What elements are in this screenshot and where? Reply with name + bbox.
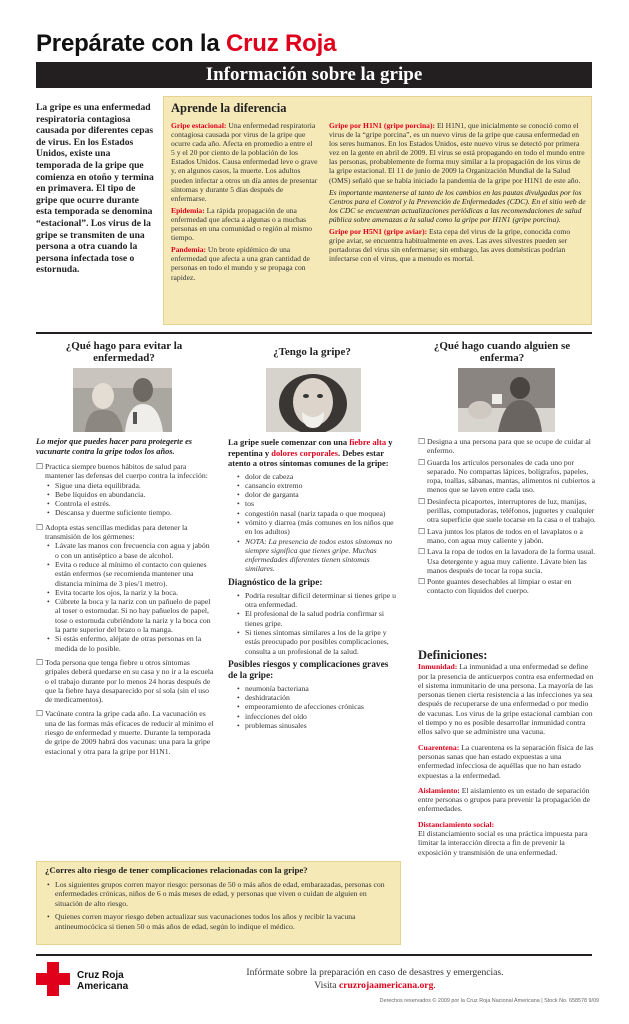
list-item: • problemas sinusales <box>228 721 400 730</box>
pandemic-definition: Pandemia: Un brote epidémico de una enfermedad que afecta a una gran cantidad de personas en todo el mundo y se propaga con rapidez. <box>171 245 310 282</box>
list-item: • Lávate las manos con frecuencia con agua y jabón o con un antiséptico a base de alcohol. <box>45 541 214 560</box>
risk-box-heading: ¿Corres alto riesgo de tener complicaciones relacionadas con la gripe? <box>45 865 308 875</box>
h5n1-definition: Gripe por H5N1 (gripe aviar): Esta cepa del virus de la gripe, conocida como gripe aviar, se encuentra habitualmente en aves. Las aves silvestres pueden ser portadoras del virus sin enfermarse; sin embargo, las aves domésticas podrían infectarse con el virus, que a menudo es mortal. <box>329 227 571 264</box>
list-item: • El profesional de la salud podría confirmar si tienes gripe. <box>228 609 400 628</box>
list-item: • empeoramiento de afecciones crónicas <box>228 702 400 711</box>
list-item: • Descansa y duerme suficiente tiempo. <box>45 508 214 517</box>
list-item: • Bebe líquidos en abundancia. <box>45 490 214 499</box>
footer-info: Infórmate sobre la preparación en caso de desastres y emergencias. Visita cruzrojaamericana.org. <box>246 967 504 991</box>
list-item: • Evita tocarte los ojos, la nariz y la boca. <box>45 588 214 597</box>
list-item: • Si tienes síntomas similares a los de la gripe y estás preocupado por posibles complicaciones, consulta a un profesional de la salud. <box>228 628 400 656</box>
epidemic-definition: Epidemia: La rápida propagación de una enfermedad que afecta a algunas o a muchas personas en una comunidad o región al mismo tiempo. <box>171 205 313 243</box>
risk-box <box>36 861 401 945</box>
list-item: ☐ Lava juntos los platos de todos en el lavaplatos o a mano, con agua muy caliente y jabón. <box>418 527 596 546</box>
list-item: • Sigue una dieta equilibrada. <box>45 481 214 490</box>
list-item: • congestión nasal (nariz tapada o que moquea) <box>228 509 400 518</box>
logo-wordmark: Cruz Roja Americana <box>77 970 129 992</box>
list-item: • dolor de garganta <box>228 490 400 499</box>
list-item: ☐ Toda persona que tenga fiebre u otros síntomas gripales deberá quedarse en su casa y no ir a la escuela o el trabajo durante por lo menos 24 horas después de que la fiebre haya desaparecido por sí sola (sin el uso de medicamentos). <box>36 658 214 704</box>
sick-woman-photo <box>266 368 361 432</box>
list-item: • Los siguientes grupos corren mayor riesgo: personas de 50 o más años de edad, embarazadas, personas con enfermedades crónicas, niños de 6 o más meses de edad, y personas que viven o cuidan de alguien en situación de alto riesgo. <box>45 880 395 908</box>
h1n1-definition: Gripe por H1N1 (gripe porcina): El H1N1, que inicialmente se conoció como el virus de la “gripe porcina”, es un nuevo virus de la gripe que causa enfermedad en los seres humanos. En los Estados Unidos, este nuevo virus se detectó por primera vez en la gente en abril de 2009. El virus se está propagando en todo el mundo entre las personas, probablemente de forma muy similar a la propagación de los virus de la gripe estacional. El 11 de junio de 2009 la Organización Mundial de la Salud (OMS) señaló que se había iniciado la pandemia de la gripe por H1N1 de este año. <box>329 121 585 185</box>
list-item: • Cúbrete la boca y la nariz con un pañuelo de papel al toser o estornudar. Si no hay pañuelos de papel, tose o estornuda cubriéndote la nariz y la boca con la parte superior del brazo o la manga. <box>45 597 214 634</box>
list-item: ☐ Lava la ropa de todos en la lavadora de la forma usual. Usa detergente y agua muy caliente. Lávate bien las manos después de tocar la ropa sucia. <box>418 547 596 575</box>
caregiver-photo <box>458 368 555 432</box>
list-item: • Evita o reduce al mínimo el contacto con quienes están enfermos (se recomienda mantener una distancia mínima de 3 pies/1 metro). <box>45 560 214 588</box>
list-item: • infecciones del oído <box>228 712 400 721</box>
section-divider <box>36 332 592 334</box>
list-item: ☐ Vacúnate contra la gripe cada año. La vacunación es una de las formas más eficaces de reducir al mínimo el riesgo de enfermedad y muerte. Durante la temporada de gripe de 2009 habrá dos vacunas: una para la gripe estacional y otra para la gripe por H1N1. <box>36 709 214 755</box>
list-item: ☐ Ponte guantes desechables al limpiar o estar en contacto con líquidos del cuerpo. <box>418 577 596 596</box>
symptoms-column <box>228 437 400 730</box>
list-item: • Quienes corren mayor riesgo deben actualizar sus vacunaciones todos los años y recibir la vacuna antineumocócica si tienen 50 o más años de edad, según lo indique el médico. <box>45 912 395 931</box>
symptoms-note: • NOTA: La presencia de todos estos síntomas no siempre significa que tienes gripe. Muchas enfermedades diferentes tienen síntomas similares. <box>228 537 400 574</box>
care-heading: ¿Qué hago cuando alguien se enferma? <box>433 340 571 364</box>
banner: Información sobre la gripe <box>36 62 592 88</box>
list-item: ☐ Designa a una persona para que se ocupe de cuidar al enfermo. <box>418 437 596 456</box>
seasonal-definition: Gripe estacional: Una enfermedad respiratoria contagiosa causada por virus de la gripe que ocurre cada año. Afecta en promedio a entre el 5 y el 20 por ciento de la población de los Estados Unidos. Causa enfermedad leve o grave y, en algunos casos, la muerte. Los adultos pueden infectar a otros un día antes de presentar síntomas y durante 5 días después de enfermarse. <box>171 121 318 203</box>
intro-text: La gripe es una enfermedad respiratoria contagiosa causada por diferentes cepas de virus. En los Estados Unidos, existe una temporada de la gripe que comienza en otoño y termina en primavera. El tipo de gripe que ocurre durante esta temporada se denomina “estacional”. Los virus de la gripe se transmiten de una persona a otra cuando la persona infectada tose o estornuda. <box>36 102 154 276</box>
list-item: • neumonía bacteriana <box>228 684 400 693</box>
care-column <box>418 437 596 598</box>
website-link[interactable]: cruzrojaamericana.org <box>338 980 434 991</box>
symptoms-heading: ¿Tengo la gripe? <box>273 346 351 358</box>
difference-left-column <box>171 121 318 285</box>
list-item: • Podría resultar difícil determinar si tienes gripe u otra enfermedad. <box>228 591 400 610</box>
list-item: • dolor de cabeza <box>228 472 400 481</box>
copyright: Derechos reservados © 2009 por la Cruz Roja Nacional Americana | Stock No. 658578 9/09 <box>379 998 599 1004</box>
cdc-note: Es importante mantenerse al tanto de los cambios en las pautas divulgadas por los Centros para el Control y la Prevención de Enfermedades (CDC). En el sitio web de los CDC se encuentran actualizaciones periódicas a las recomendaciones de salud pública sobre amenazas a la salud como la gripe por H1N1 (gripe porcina). <box>329 187 586 224</box>
definitions <box>418 648 594 863</box>
quarantine-definition: Cuarentena: La cuarentena es la separación física de las personas sanas que han estado expuestas a una enfermedad infecciosa de aquéllas que no han estado expuestas a la enfermedad. <box>418 742 594 780</box>
distancing-definition: Distanciamiento social: El distanciamiento social es una práctica impuesta para limitar la interacción directa a fin de prevenir la exposición y transmisión de una enfermedad. <box>418 819 588 857</box>
list-item: • Si estás enfermo, aléjate de otras personas en la medida de lo posible. <box>45 634 214 653</box>
risks-heading: Posibles riesgos y complicaciones graves de la gripe: <box>228 659 389 681</box>
prevent-column <box>36 437 214 758</box>
list-item: • vómito y diarrea (más comunes en los niños que en los adultos) <box>228 518 400 537</box>
red-cross-logo-icon <box>36 962 70 996</box>
list-item: • deshidratación <box>228 693 400 702</box>
list-item: ☐ Guarda los artículos personales de cada uno por separado. No compartas lápices, bolígrafos, papeles, ropa, toallas, sábanas, mantas, alimentos ni cubiertos a menos que se laven entre cada uso. <box>418 458 596 495</box>
diagnosis-heading: Diagnóstico de la gripe: <box>228 577 323 588</box>
list-item: ☐ Desinfecta picaportes, interruptores de luz, manijas, perillas, computadoras, teléfonos, juguetes y cualquier otra superficie que suele tocarse en la casa o el trabajo. <box>418 497 596 525</box>
footer-divider <box>36 954 592 956</box>
difference-heading: Aprende la diferencia <box>171 101 287 115</box>
doctor-photo <box>73 368 172 432</box>
definitions-heading: Definiciones: <box>418 648 488 662</box>
list-item: • Controla el estrés. <box>45 499 214 508</box>
page-title: Prepárate con la Cruz Roja <box>36 30 337 57</box>
difference-right-column <box>329 121 587 266</box>
prevent-heading: ¿Qué hago para evitar la enfermedad? <box>65 340 183 364</box>
immunity-definition: Inmunidad: La inmunidad a una enfermedad se define por la presencia de anticuerpos contra esa enfermedad en el sistema inmunitario de una persona. La mayoría de las personas tienen cierta resistencia a las infecciones ya sea después de recuperarse de una enfermedad o por medio de vacunas. Los virus de la gripe estacional cambian con el tiempo y no es posible desarrollar inmunidad contra ellos salvo que se administre una vacuna. <box>418 662 594 737</box>
isolation-definition: Aislamiento: El aislamiento es un estado de separación entre personas o grupos para prevenir la propagación de enfermedades. <box>418 785 591 814</box>
list-item: ☐ Adopta estas sencillas medidas para detener la transmisión de los gérmenes: • Lávate las manos con frecuencia con agua y jabón o con un antiséptico a base de alcohol. • Evita o reduce al mínimo el contacto con quienes están enfermos (se recomienda mantener una distancia mínima de 3 pies/1 metro). • Evita tocarte los ojos, la nariz y la boca. • Cúbrete la boca y la nariz con un pañuelo de papel al toser o estornudar. Si no hay pañuelos de papel, tose o estornuda cubriéndote la nariz y la boca con la parte superior del brazo o la manga. • Si estás enfermo, aléjate de otras personas en la medida de lo posible. <box>36 523 214 653</box>
list-item: ☐ Practica siempre buenos hábitos de salud para mantener las defensas del cuerpo contra la infección: • Sigue una dieta equilibrada. • Bebe líquidos en abundancia. • Controla el estrés. • Descansa y duerme suficiente tiempo. <box>36 462 214 518</box>
symptoms-lead: La gripe suele comenzar con una fiebre alta y repentina y dolores corporales. Debes estar atento a otros síntomas comunes de la gripe: <box>228 437 393 468</box>
vaccine-lead: Lo mejor que puedes hacer para protegerte es vacunarte contra la gripe todos los años. <box>36 437 193 456</box>
list-item: • cansancio extremo <box>228 481 400 490</box>
list-item: • tos <box>228 499 400 508</box>
difference-box <box>163 96 592 325</box>
